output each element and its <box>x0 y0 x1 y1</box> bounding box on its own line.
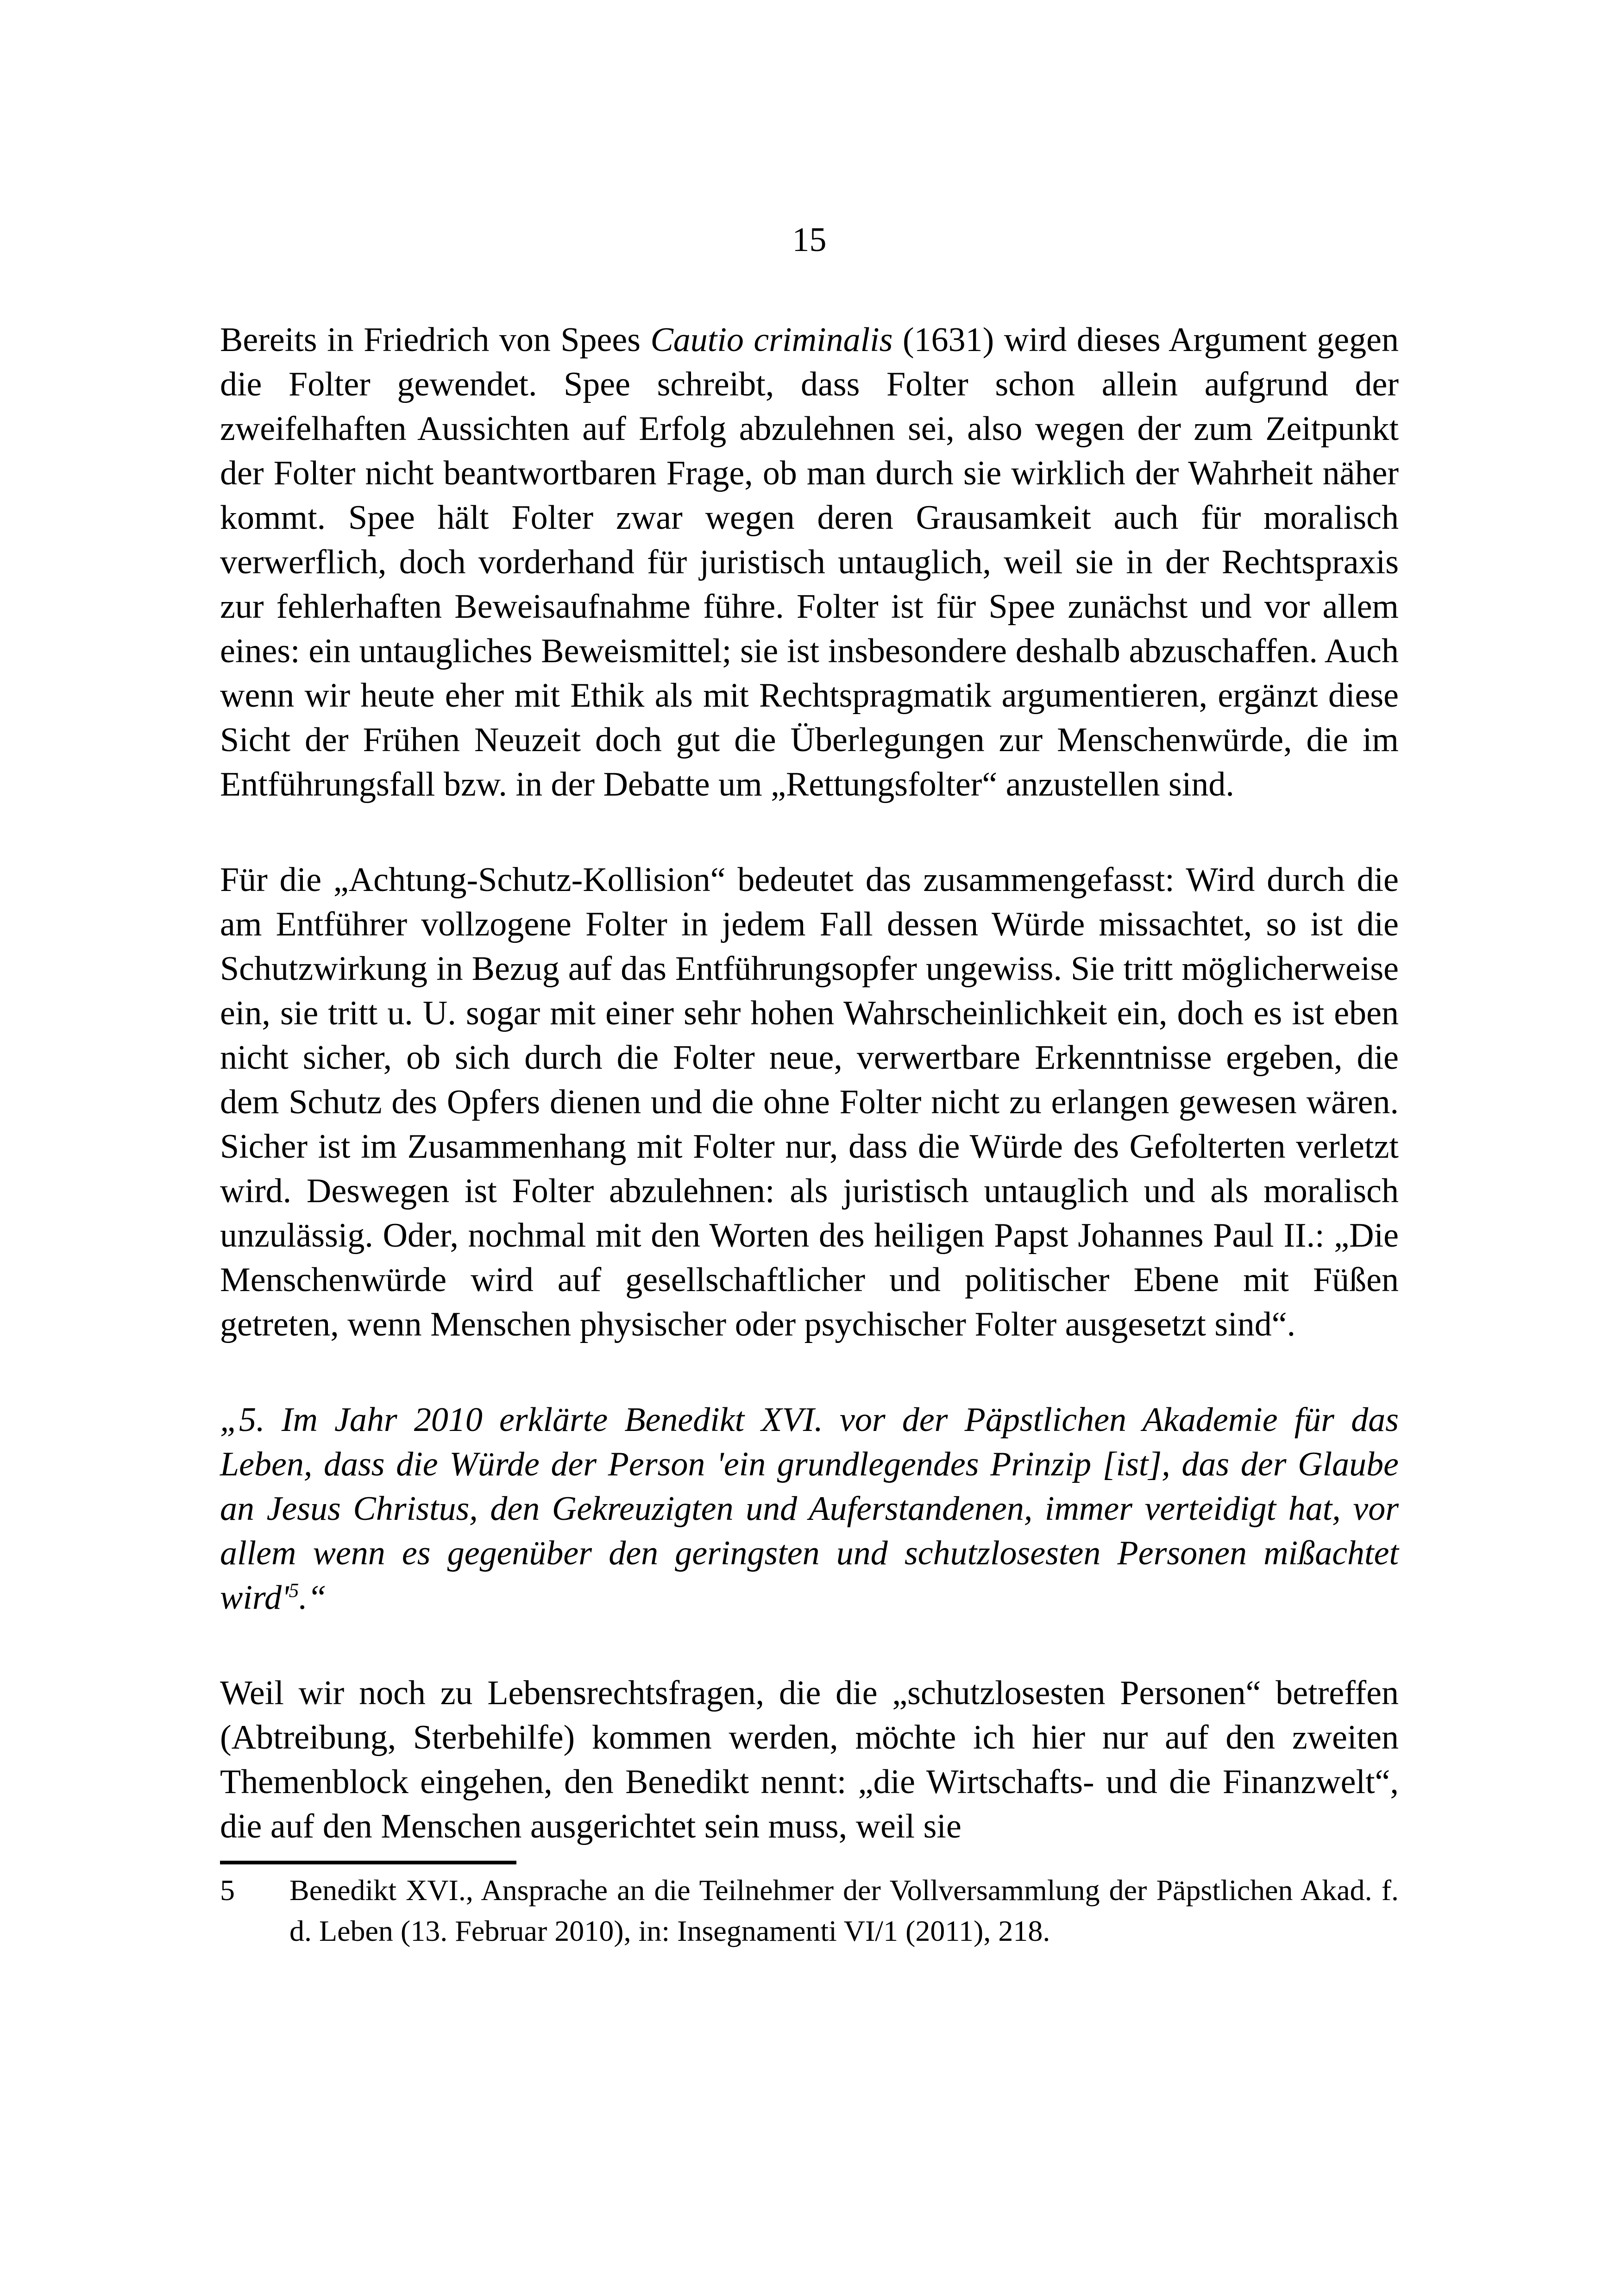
page-number: 15 <box>792 221 827 259</box>
footnote-number: 5 <box>220 1874 235 1907</box>
paragraph-lebensrechtsfragen: Weil wir noch zu Lebensrechtsfragen, die die „schutzlosesten Personen“ betreffen (Abtreibung, Sterbehilfe) kommen werden, möchte ich hier nur auf den zweiten Themenblock eingehen, den Benedikt nennt: „die Wirtschafts- und die Finanzwelt“, die auf den Menschen ausgerichtet sein muss, weil sie <box>220 1674 1399 1845</box>
footnote-text: Benedikt XVI., Ansprache an die Teilnehmer der Vollversammlung der Päpstlichen Akad. f. d. Leben (13. Februar 2010), in: Insegnamenti VI/1 (2011), 218. <box>289 1874 1399 1947</box>
footnote-separator-rule <box>220 1861 516 1864</box>
paragraph-spee-cautio-criminalis: Bereits in Friedrich von Spees Cautio criminalis (1631) wird dieses Argument gegen die Folter gewendet. Spee schreibt, dass Folter schon allein aufgrund der zweifelhaften Aussichten auf Erfolg abzulehnen sei, also wegen der zum Zeitpunkt der Folter nicht beantwortbaren Frage, ob man durch sie wirklich der Wahrheit näher kommt. Spee hält Folter zwar wegen deren Grausamkeit auch für moralisch verwerflich, doch vorderhand für juristisch untauglich, weil sie in der Rechtspraxis zur fehlerhaften Beweisaufnahme führe. Folter ist für Spee zunächst und vor allem eines: ein untaugliches Beweismittel; sie ist insbesondere deshalb abzuschaffen. Auch wenn wir heute eher mit Ethik als mit Rechtspragmatik argumentieren, ergänzt diese Sicht der Frühen Neuzeit doch gut die Überlegungen zur Menschenwürde, die im Entführungsfall bzw. in der Debatte um „Rettungsfolter“ anzustellen sind. <box>220 321 1399 803</box>
blockquote-benedikt-xvi: „5. Im Jahr 2010 erklärte Benedikt XVI. vor der Päpstlichen Akademie für das Leben, dass die Würde der Person 'ein grundlegendes Prinzip [ist], das der Glaube an Jesus Christus, den Gekreuzigten und Auferstandenen, immer verteidigt hat, vor allem wenn es gegenüber den geringsten und schutzlosesten Personen mißachtet $wird'^5.“$ <box>220 1401 1399 1617</box>
paragraph-achtung-schutz-kollision: Für die „Achtung-Schutz-Kollision“ bedeutet das zusammengefasst: Wird durch die am Entführer vollzogene Folter in jedem Fall dessen Würde missachtet, so ist die Schutzwirkung in Bezug auf das Entführungsopfer ungewiss. Sie tritt möglicherweise ein, sie tritt u. U. sogar mit einer sehr hohen Wahrscheinlichkeit ein, doch es ist eben nicht sicher, ob sich durch die Folter neue, verwertbare Erkenntnisse ergeben, die dem Schutz des Opfers dienen und die ohne Folter nicht zu erlangen gewesen wären. Sicher ist im Zusammenhang mit Folter nur, dass die Würde des Gefolterten verletzt wird. Deswegen ist Folter abzulehnen: als juristisch untauglich und als moralisch unzulässig. Oder, nochmal mit den Worten des heiligen Papst Johannes Paul II.: „Die Menschenwürde wird auf gesellschaftlicher und politischer Ebene mit Füßen getreten, wenn Menschen physischer oder psychischer Folter ausgesetzt sind“. <box>220 861 1399 1343</box>
footnote <box>220 1870 1399 1951</box>
page-content <box>220 0 1399 1951</box>
